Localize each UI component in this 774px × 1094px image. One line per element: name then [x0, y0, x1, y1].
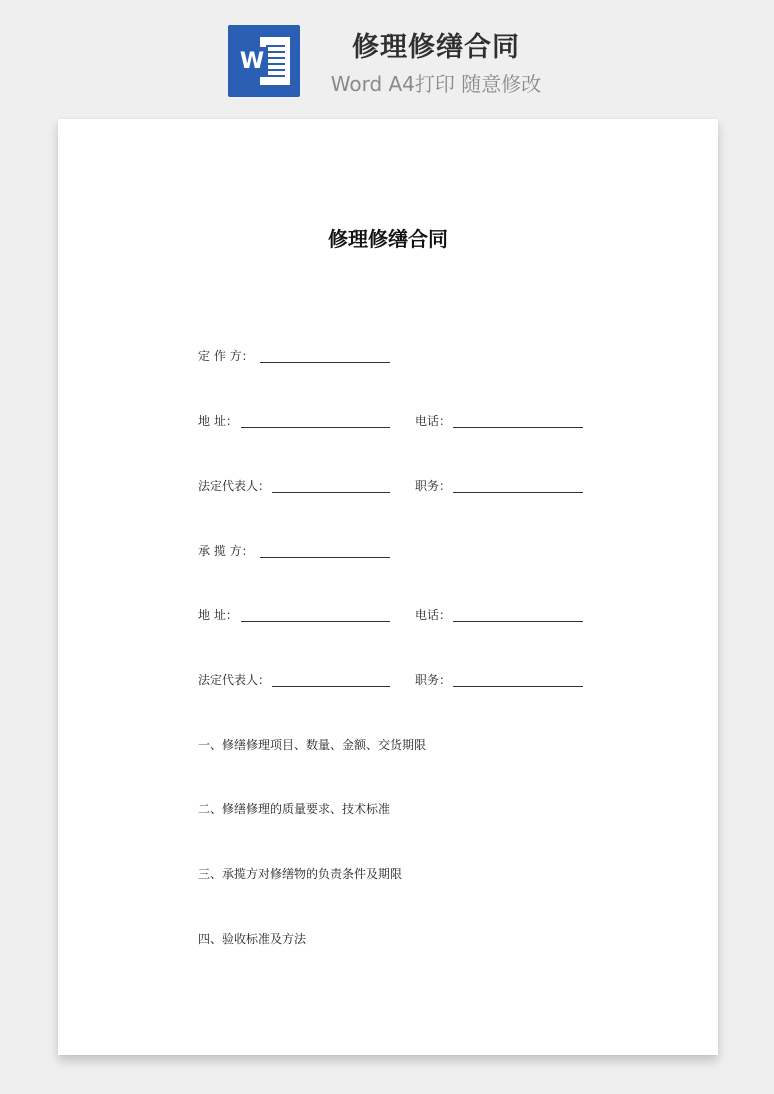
contractor-label: 定 作 方：: [198, 349, 254, 363]
undertaker-label: 承 揽 方：: [198, 544, 254, 558]
undertaker-address-label: 地 址：: [198, 608, 238, 622]
undertaker-address-blank[interactable]: [241, 621, 390, 622]
contractor-address-blank[interactable]: [241, 427, 390, 428]
page-header: [0, 0, 774, 110]
undertaker-phone-label: 电话：: [415, 608, 452, 622]
word-letter-badge: W: [236, 47, 268, 77]
document-title: 修理修缮合同: [328, 227, 448, 251]
undertaker-rep-label: 法定代表人：: [198, 673, 271, 687]
contractor-phone-blank[interactable]: [453, 427, 583, 428]
header-subtitle: Word A4打印 随意修改: [330, 72, 542, 96]
section-heading-2: 二、修缮修理的质量要求、技术标准: [198, 802, 391, 816]
contractor-blank[interactable]: [260, 362, 390, 363]
section-heading-4: 四、验收标准及方法: [198, 932, 307, 946]
contractor-rep-label: 法定代表人：: [198, 479, 271, 493]
contractor-rep-blank[interactable]: [272, 492, 390, 493]
contractor-phone-label: 电话：: [415, 414, 452, 428]
undertaker-phone-blank[interactable]: [453, 621, 583, 622]
header-title: 修理修缮合同: [352, 32, 520, 63]
contractor-address-label: 地 址：: [198, 414, 238, 428]
contractor-position-label: 职务：: [415, 479, 452, 493]
section-heading-1: 一、修缮修理项目、数量、金额、交货期限: [198, 738, 427, 752]
contractor-position-blank[interactable]: [453, 492, 583, 493]
section-heading-3: 三、承揽方对修缮物的负责条件及期限: [198, 867, 403, 881]
undertaker-position-blank[interactable]: [453, 686, 583, 687]
undertaker-position-label: 职务：: [415, 673, 452, 687]
document-page: [58, 119, 718, 1055]
undertaker-blank[interactable]: [260, 557, 390, 558]
undertaker-rep-blank[interactable]: [272, 686, 390, 687]
word-app-icon: [228, 25, 300, 97]
